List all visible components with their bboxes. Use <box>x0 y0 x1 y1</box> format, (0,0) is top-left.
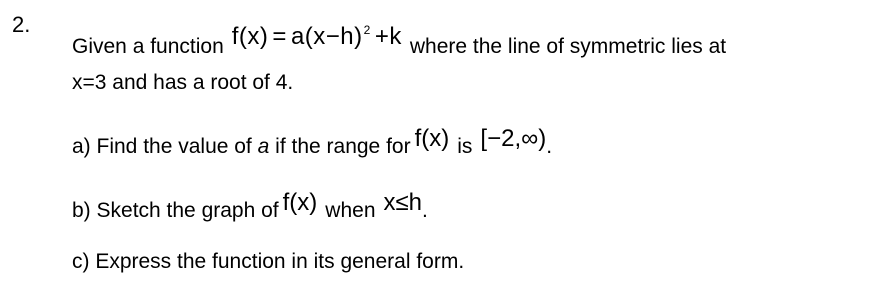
question-number: 2. <box>12 12 31 37</box>
question-stem-line-1 <box>72 23 727 60</box>
part-b-condition: x≤h <box>383 189 423 216</box>
part-a-is: is <box>457 135 473 158</box>
part-a-prefix: a) Find the value of <box>72 135 252 158</box>
function-exponent: 2 <box>363 23 371 37</box>
function-rhs-a: a(x−h) <box>290 23 363 50</box>
stem-suffix: where the line of symmetric lies at <box>409 35 727 58</box>
part-a-variable: a <box>257 135 270 158</box>
part-a <box>72 125 553 160</box>
part-b-when: when <box>325 199 376 222</box>
function-equals: = <box>272 23 287 50</box>
part-b-period: . <box>422 199 428 222</box>
part-b <box>72 189 428 224</box>
part-b-prefix: b) Sketch the graph of <box>72 199 279 222</box>
part-a-function: f(x) <box>414 125 450 152</box>
part-a-period: . <box>546 135 553 158</box>
part-a-range: [−2,∞) <box>480 125 547 152</box>
function-rhs-k: +k <box>374 23 402 50</box>
function-expression <box>232 23 402 51</box>
part-a-middle: if the range for <box>275 135 411 158</box>
part-c: c) Express the function in its general form. <box>72 250 465 273</box>
function-lhs: f(x) <box>231 23 269 50</box>
question-stem-line-2: x=3 and has a root of 4. <box>72 71 294 94</box>
stem-prefix: Given a function <box>72 35 224 58</box>
part-b-function: f(x) <box>282 189 318 216</box>
